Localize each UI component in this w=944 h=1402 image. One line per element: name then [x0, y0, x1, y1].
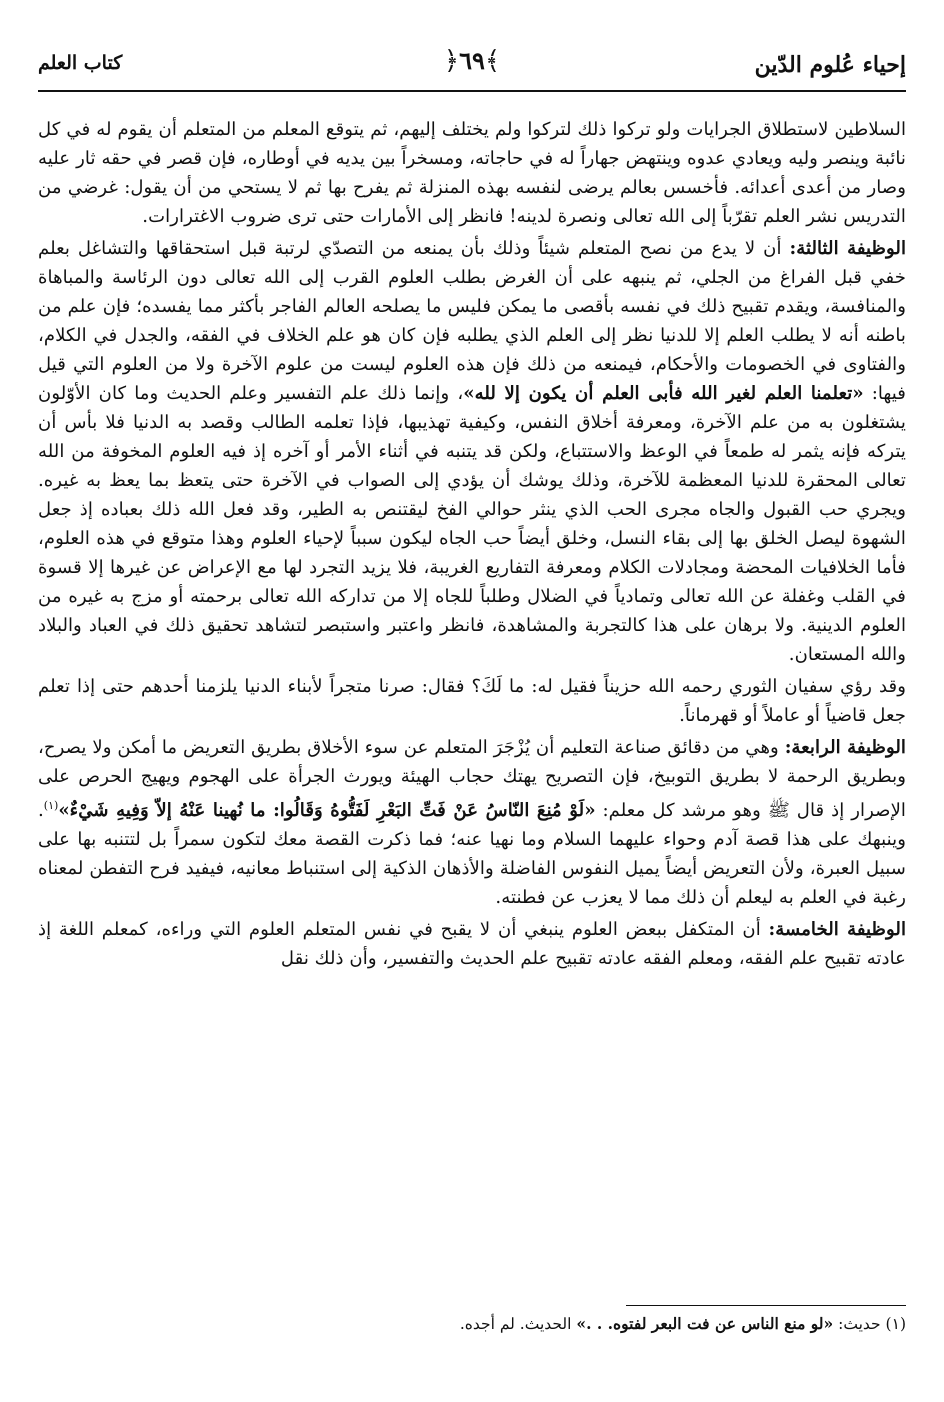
fourth-duty-text-a: وهي من دقائق صناعة التعليم أن يُزْجَرَ المتعلم عن سوء الأخلاق بطريق التعريض ما أمكن ولا يصرح، وبطريق الرحمة لا بطريق التوبيخ، فإن التصريح يهتك حجاب الهيئة ويورث الجرأة على الهجوم ويهيج الحرص على الإصرار إذ قال ﷺ وهو مرشد كل معلم: — [38, 737, 906, 822]
paragraph-third-duty — [38, 234, 906, 669]
footnote-quote: «لو منع الناس عن فت البعر لفتوه. . .» — [576, 1314, 834, 1333]
paragraph-fourth-duty — [38, 733, 906, 912]
ornament-left-icon: ﴾ — [484, 46, 501, 76]
footnote-marker: (١) — [885, 1315, 906, 1333]
fourth-duty-text-b: . وينبهك على هذا قصة آدم وحواء عليهما السلام وما نهيا عنه؛ فما ذكرت القصة معك لتكون سمراً بل لتتنبه بها على سبيل العبرة، ولأن التعريض أيضاً يميل النفوس الفاضلة والأذهان الذكية إلى استنباط معانيه، فيفيد فرح التفطن لمعناه رغبة في العلم به ليعلم أن ذلك مما لا يعزب عن فطنته. — [38, 800, 906, 909]
paragraph-thawri: وقد رؤي سفيان الثوري رحمه الله حزيناً فقيل له: ما لَكَ؟ فقال: صرنا متجراً لأبناء الدنيا يلزمنا أحدهم حتى إذا تعلم جعل قاضياً أو عاملاً أو قهرماناً. — [38, 676, 906, 726]
third-duty-quote: «تعلمنا العلم لغير الله فأبى العلم أن يكون إلا لله» — [463, 383, 864, 404]
page-header — [38, 40, 906, 92]
paragraph-fifth-duty — [38, 915, 906, 973]
footnote — [38, 1312, 906, 1336]
footnote-prefix: حديث: — [833, 1315, 881, 1333]
ornament-right-icon: ﴿ — [443, 46, 460, 76]
fifth-duty-text: أن المتكفل ببعض العلوم ينبغي أن لا يقبح في نفس المتعلم العلوم التي وراءه، كمعلم اللغة إذ عادته تقبيح علم الفقه، ومعلم الفقه عادته تقبيح علم الحديث والتفسير، وأن ذلك نقل — [38, 919, 906, 970]
paragraph-1: السلاطين لاستطلاق الجرايات ولو تركوا ذلك لتركوا ولم يختلف إليهم، ثم يتوقع المعلم من المتعلم أن يقوم له في كل نائبة وينصر وليه ويعادي عدوه وينتهض جهاراً له في حاجاته، ومسخراً بين يديه في أوطاره، فإن قصر في حقه ثار عليه وصار من أعدى أعدائه. فأخسس بعالم يرضى لنفسه بهذه المنزلة ثم يفرح بها ثم لا يستحي من أن يقول: غرضي من التدريس نشر العلم تقرّباً إلى الله تعالى ونصرة لدينه! فانظر إلى الأمارات حتى ترى ضروب الاغترارات. — [38, 119, 906, 227]
footnote-ref: (١) — [43, 799, 59, 812]
book-title: إحياء عُلوم الدّين — [754, 52, 906, 78]
chapter-title: كتاب العلم — [38, 52, 123, 74]
fourth-duty-heading: الوظيفة الرابعة: — [784, 737, 906, 758]
footnote-suffix: الحديث. لم أجده. — [459, 1315, 577, 1333]
fourth-duty-hadith: «لَوْ مُنِعَ النّاسُ عَنْ فَتِّ البَعْرِ لَفَتُّوهُ وَقَالُوا: ما نُهينا عَنْهُ إلاّ وَفِيهِ شَيْءٌ» — [58, 800, 596, 822]
third-duty-text-a: أن لا يدع من نصح المتعلم شيئاً وذلك بأن يمنعه من التصدّي لرتبة قبل استحقاقها والتشاغل بعلم خفي قبل الفراغ من الجلي، ثم ينبهه على أن الغرض بطلب العلوم القرب إلى الله تعالى دون الرئاسة والمباهاة والمنافسة، ويقدم تقبيح ذلك في نفسه بأقصى ما يمكن فليس ما يصلحه العالم الفاجر بأكثر مما يفسده؛ فإن علم من باطنه أنه لا يطلب العلم إلا للدنيا نظر إلى العلم الذي يطلبه فإن كان هو علم الخلاف في الفقه، والجدل في الكلام، والفتاوى في الخصومات والأحكام، فيمنعه من ذلك فإن هذه العلوم ليست من علوم الآخرة ولا من العلوم التي قيل فيها: — [38, 238, 906, 404]
page-body — [38, 115, 906, 976]
third-duty-heading: الوظيفة الثالثة: — [789, 238, 906, 259]
third-duty-text-b: ، وإنما ذلك علم التفسير وعلم الحديث وما كان الأوّلون يشتغلون به من علم الآخرة، ومعرفة أخلاق النفس، وكيفية تهذيبها، فإذا تعلمه الطالب وقصد به الدنيا فلا بأس أن يتركه فإنه يثمر له طمعاً في الوعظ والاستتباع، ولكن قد يتنبه في أثناء الأمر أو آخره إذ فيه العلوم المخوفة من الله تعالى المحقرة للدنيا المعظمة للآخرة، وذلك يوشك أن يؤدي إلى الصواب في الآخرة حتى يتعظ بما يعظ به غيره. ويجري حب القبول والجاه مجرى الحب الذي ينثر حوالي الفخ ليقتنص به الطير، وقد فعل الله ذلك بعباده إذ جعل الشهوة ليصل الخلق بها إلى بقاء النسل، وخلق أيضاً حب الجاه ليكون سبباً لإحياء العلوم وهذا متوقع في هذه العلوم، فأما الخلافيات المحضة ومجادلات الكلام ومعرفة التفاريع الغريبة، فلا يزيد التجرد لها مع الإعراض عن غيرها إلا قسوة في القلب وغفلة عن الله تعالى وتمادياً في الضلال وطلباً للجاه إلا من تداركه الله تعالى برحمته أو مزج به غيره من العلوم الدينية. ولا برهان على هذا كالتجربة والمشاهدة، فانظر واعتبر واستبصر لتشاهد تحقيق ذلك في العباد والبلاد والله المستعان. — [38, 383, 906, 665]
page-number-value: ٦٩ — [459, 46, 485, 75]
page-number — [444, 46, 500, 76]
footnote-divider — [626, 1305, 906, 1306]
fifth-duty-heading: الوظيفة الخامسة: — [768, 919, 907, 941]
